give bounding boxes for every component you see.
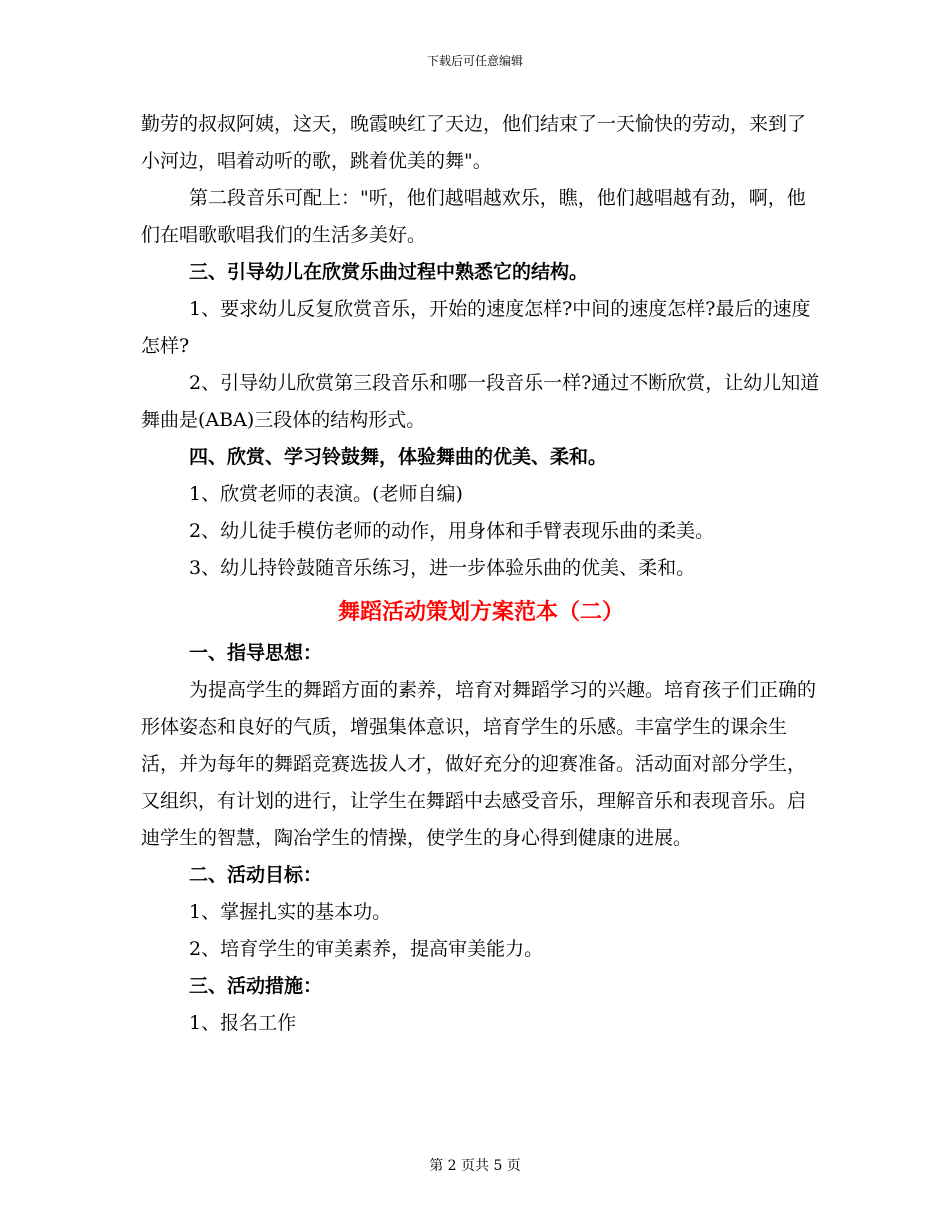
paragraph-step-four-2: 2、幼儿徒手模仿老师的动作，用身体和手臂表现乐曲的柔美。 [189, 520, 715, 542]
paragraph-step-four-3: 3、幼儿持铃鼓随音乐练习，进一步体验乐曲的优美、柔和。 [189, 557, 696, 579]
section-title: 舞蹈活动策划方案范本（二） [337, 600, 624, 625]
paragraph-measure-1: 1、报名工作 [189, 1012, 297, 1034]
heading-guiding-idea: 一、指导思想： [189, 642, 323, 664]
heading-goals: 二、活动目标： [189, 864, 323, 886]
document-body [141, 106, 821, 1042]
paragraph-step-four-1: 1、欣赏老师的表演。(老师自编) [189, 483, 463, 505]
heading-step-four: 四、欣赏、学习铃鼓舞，体验舞曲的优美、柔和。 [189, 446, 608, 468]
paragraph-guiding-idea: 为提高学生的舞蹈方面的素养，培育对舞蹈学习的兴趣。培育孩子们正确的形体姿态和良好的气质，增强集体意识，培育学生的乐感。丰富学生的课余生活，并为每年的舞蹈竞赛选拔人才，做好充分的迎赛准备。活动面对部分学生，又组织，有计划的进行，让学生在舞蹈中去感受音乐，理解音乐和表现音乐。启迪学生的智慧，陶冶学生的情操，使学生的身心得到健康的进展。 [141, 679, 817, 849]
page-footer: 第 2 页共 5 页 [429, 1158, 521, 1174]
paragraph-continued: 勤劳的叔叔阿姨，这天，晚霞映红了天边，他们结束了一天愉快的劳动，来到了小河边，唱着动听的歌，跳着优美的舞"。 [141, 113, 807, 172]
paragraph-step-three-2: 2、引导幼儿欣赏第三段音乐和哪一段音乐一样?通过不断欣赏，让幼儿知道舞曲是(ABA)三段体的结构形式。 [141, 372, 820, 431]
page-header: 下载后可任意编辑 [426, 54, 523, 68]
paragraph-goal-2: 2、培育学生的审美素养，提高审美能力。 [189, 938, 544, 960]
heading-measures: 三、活动措施： [189, 975, 323, 997]
heading-step-three: 三、引导幼儿在欣赏乐曲过程中熟悉它的结构。 [189, 261, 589, 283]
paragraph-second-music: 第二段音乐可配上："听，他们越唱越欢乐，瞧，他们越唱越有劲，啊，他们在唱歌歌唱我们的生活多美好。 [141, 187, 806, 246]
paragraph-goal-1: 1、掌握扎实的基本功。 [189, 901, 392, 923]
paragraph-step-three-1: 1、要求幼儿反复欣赏音乐，开始的速度怎样?中间的速度怎样?最后的速度怎样? [141, 298, 811, 357]
